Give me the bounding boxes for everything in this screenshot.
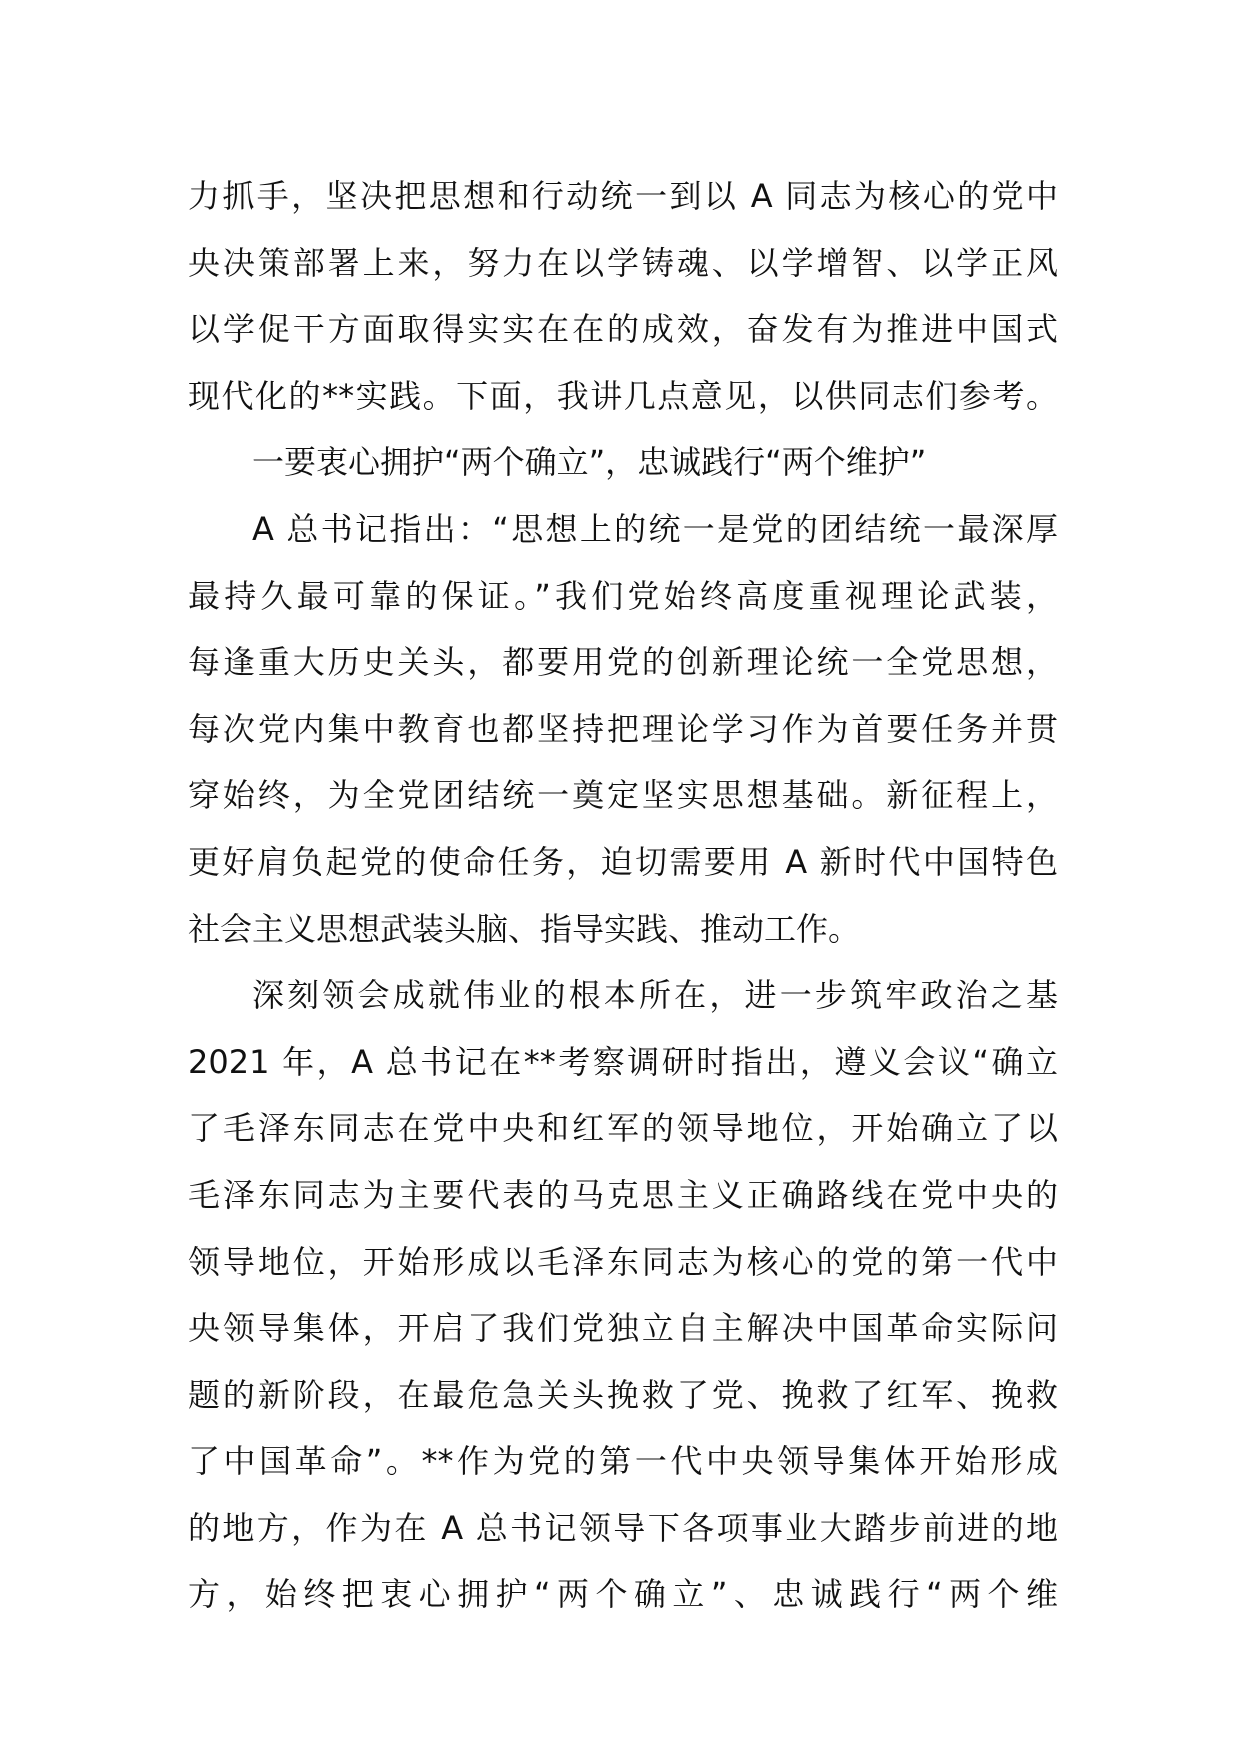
text-line: 每次党内集中教育也都坚持把理论学习作为首要任务并贯 bbox=[188, 709, 1058, 748]
text-line: 穿始终，为全党团结统一奠定坚实思想基础。新征程上， bbox=[188, 776, 1058, 815]
text-line: 领导地位，开始形成以毛泽东同志为核心的党的第一代中 bbox=[188, 1242, 1058, 1281]
text-line: 了中国革命”。**作为党的第一代中央领导集体开始形成 bbox=[188, 1442, 1058, 1481]
text-line: 的地方，作为在 A 总书记领导下各项事业大踏步前进的地 bbox=[188, 1508, 1058, 1547]
text-line: 了毛泽东同志在党中央和红军的领导地位，开始确立了以 bbox=[188, 1109, 1058, 1148]
text-line: 更好肩负起党的使命任务，迫切需要用 A 新时代中国特色 bbox=[188, 842, 1058, 881]
text-line: 现代化的**实践。下面，我讲几点意见，以供同志们参考。 bbox=[188, 376, 1058, 415]
text-line: 社会主义思想武装头脑、指导实践、推动工作。 bbox=[188, 909, 861, 948]
section-heading: 一要衷心拥护“两个确立”，忠诚践行“两个维护” bbox=[252, 443, 927, 482]
text-line: 最持久最可靠的保证。”我们党始终高度重视理论武装， bbox=[188, 576, 1058, 615]
subsection-heading: 深刻领会成就伟业的根本所在，进一步筑牢政治之基 bbox=[252, 976, 1058, 1015]
text-line: 力抓手，坚决把思想和行动统一到以 A 同志为核心的党中 bbox=[188, 177, 1058, 215]
document-body bbox=[188, 163, 1058, 1628]
text-line: 2021 年，A 总书记在**考察调研时指出，遵义会议“确立 bbox=[188, 1042, 1058, 1081]
text-line: 每逢重大历史关头，都要用党的创新理论统一全党思想， bbox=[188, 643, 1058, 682]
text-line: 毛泽东同志为主要代表的马克思主义正确路线在党中央的 bbox=[188, 1175, 1058, 1214]
text-line: 以学促干方面取得实实在在的成效，奋发有为推进中国式 bbox=[188, 310, 1058, 349]
text-line: 央决策部署上来，努力在以学铸魂、以学增智、以学正风 bbox=[188, 243, 1058, 282]
text-line: A 总书记指出：“思想上的统一是党的团结统一最深厚 bbox=[252, 509, 1058, 548]
text-line: 题的新阶段，在最危急关头挽救了党、挽救了红军、挽救 bbox=[188, 1375, 1058, 1414]
text-line: 央领导集体，开启了我们党独立自主解决中国革命实际问 bbox=[188, 1309, 1058, 1348]
text-line: 方，始终把衷心拥护“两个确立”、忠诚践行“两个维 bbox=[188, 1575, 1058, 1614]
